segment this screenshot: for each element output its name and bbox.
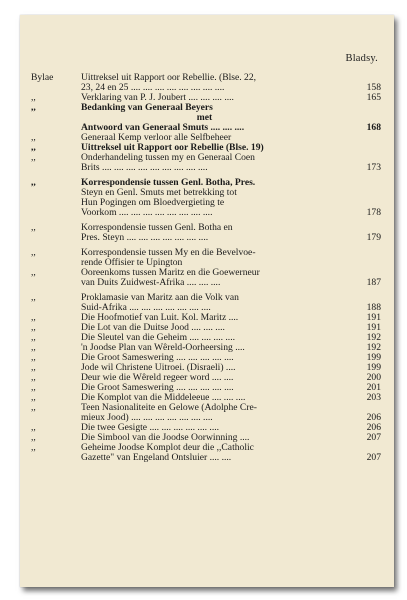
toc-page-number: 207: [366, 432, 381, 443]
toc-text: Ooreenkoms tussen Maritz en die Goewerneur: [81, 268, 260, 278]
toc-row: [20, 303, 394, 313]
document-page: [20, 15, 394, 587]
toc-page-number: 191: [366, 312, 381, 323]
toc-text: Uittreksel uit Rapport oor Rebellie. (Blse. 22,: [81, 73, 257, 83]
toc-text: Jode wil Christene Uitroei. (Disraeli) ....: [81, 363, 236, 373]
toc-text: Onderhandeling tussen my en Generaal Coen: [81, 153, 255, 163]
toc-row: [20, 363, 394, 373]
toc-label: ,,: [31, 422, 36, 433]
toc-page-number: 192: [366, 342, 381, 353]
toc-text: Korrespondensie tussen Genl. Botha, Pres.: [81, 178, 256, 188]
toc-row: [20, 93, 394, 103]
toc-text: 'n Joodse Plan van Wêreld-Oorheersing ....: [81, 343, 245, 353]
toc-text: Die Groot Sameswering .... .... .... .... ....: [81, 383, 234, 393]
toc-label: ,,: [31, 432, 36, 443]
toc-text: Deur wie die Wêreld regeer word .... ....: [81, 373, 234, 383]
toc-text: rende Offisier te Upington: [81, 258, 183, 268]
toc-row: [20, 383, 394, 393]
toc-text: Die twee Gesigte .... .... .... .... .... ....: [81, 423, 220, 433]
toc-page-number: 158: [366, 82, 381, 93]
toc-page-number: 178: [366, 207, 381, 218]
toc-page-number: 201: [366, 382, 381, 393]
toc-label: ,,: [31, 352, 36, 363]
toc-text: mieux Jood) .... .... .... .... .... .... ....: [81, 413, 213, 423]
toc-label: ,,: [31, 132, 36, 143]
toc-row: [20, 208, 394, 218]
toc-label: ,,: [31, 142, 36, 153]
toc-row: [20, 353, 394, 363]
toc-page-number: 200: [366, 372, 381, 383]
toc-label: ,,: [31, 382, 36, 393]
toc-row: [20, 403, 394, 413]
toc-page-number: 187: [366, 277, 381, 288]
toc-text: 23, 24 en 25 .... .... .... .... .... .... .... ....: [81, 83, 225, 93]
toc-label: ,,: [31, 92, 36, 103]
page-column-header: Bladsy.: [345, 53, 378, 64]
toc-text: Die Simbool van die Joodse Oorwinning ....: [81, 433, 250, 443]
toc-row: [20, 83, 394, 93]
toc-row: [20, 163, 394, 173]
toc-text: Korrespondensie tussen Genl. Botha en: [81, 223, 233, 233]
toc-page-number: 192: [366, 332, 381, 343]
toc-row: [20, 113, 394, 123]
toc-row: [20, 333, 394, 343]
toc-label: ,,: [31, 102, 36, 113]
toc-label: ,,: [31, 312, 36, 323]
toc-page-number: 199: [366, 352, 381, 363]
toc-text: Steyn en Genl. Smuts met betrekking tot: [81, 188, 237, 198]
toc-text: Geheime Joodse Komplot deur die ,,Catholic: [81, 443, 254, 453]
toc-row: [20, 233, 394, 243]
toc-row: [20, 143, 394, 153]
toc-label: ,,: [31, 392, 36, 403]
toc-row: [20, 433, 394, 443]
toc-text: Korrespondensie tussen My en die Bevelvoe-: [81, 248, 256, 258]
toc-text: Hun Pogingen om Bloedvergieting te: [81, 198, 225, 208]
toc-row: [20, 423, 394, 433]
toc-row: [20, 123, 394, 133]
toc-label: ,,: [31, 442, 36, 453]
toc-text: Verklaring van P. J. Joubert .... .... .... ....: [81, 93, 234, 103]
toc-page-number: 203: [366, 392, 381, 403]
toc-page-number: 206: [366, 422, 381, 433]
toc-text: Proklamasie van Maritz aan die Volk van: [81, 293, 239, 303]
table-of-contents: [20, 73, 394, 463]
toc-text: Die Hoofmotief van Luit. Kol. Maritz ....: [81, 313, 239, 323]
toc-label: ,,: [31, 152, 36, 163]
toc-text: Die Komplot van die Middeleeue .... .... ....: [81, 393, 246, 403]
toc-page-number: 168: [366, 122, 381, 133]
toc-page-number: 179: [366, 232, 381, 243]
toc-label: ,,: [31, 247, 36, 258]
toc-text: Generaal Kemp verloor alle Selfbeheer: [81, 133, 232, 143]
toc-label: ,,: [31, 402, 36, 413]
toc-row: [20, 443, 394, 453]
toc-text: Suid-Afrika .... .... .... .... .... .... ....: [81, 303, 211, 313]
toc-row: [20, 343, 394, 353]
toc-page-number: 188: [366, 302, 381, 313]
toc-text: Brits .... .... .... .... .... .... .... .... ....: [81, 163, 208, 173]
toc-page-number: 206: [366, 412, 381, 423]
toc-text: Gazette" van Engeland Ontsluier .... ....: [81, 453, 232, 463]
toc-row: [20, 313, 394, 323]
toc-label: ,,: [31, 292, 36, 303]
toc-page-number: 207: [366, 452, 381, 463]
toc-row: [20, 258, 394, 268]
toc-text: Antwoord van Generaal Smuts .... .... ....: [81, 123, 245, 133]
toc-row: [20, 413, 394, 423]
toc-row: [20, 133, 394, 143]
toc-text: Die Sleutel van die Geheim .... .... .... ....: [81, 333, 236, 343]
toc-page-number: 191: [366, 322, 381, 333]
toc-row: [20, 153, 394, 163]
toc-row: [20, 103, 394, 113]
toc-row: [20, 73, 394, 83]
toc-row: [20, 278, 394, 288]
toc-row: [20, 178, 394, 188]
toc-text: Die Lot van die Duitse Jood .... .... ....: [81, 323, 225, 333]
toc-page-number: 173: [366, 162, 381, 173]
toc-text: met: [196, 113, 213, 123]
toc-row: [20, 223, 394, 233]
toc-label: ,,: [31, 177, 36, 188]
toc-text: Uittreksel uit Rapport oor Rebellie (Blse. 19): [81, 143, 264, 153]
toc-text: Teen Nasionaliteite en Gelowe (Adolphe Cre-: [81, 403, 257, 413]
toc-text: van Duits Zuidwest-Afrika .... .... ....: [81, 278, 221, 288]
toc-row: [20, 268, 394, 278]
toc-row: [20, 188, 394, 198]
toc-label: ,,: [31, 372, 36, 383]
toc-label: Bylae: [31, 72, 54, 83]
toc-label: ,,: [31, 332, 36, 343]
toc-text: Bedanking van Generaal Beyers: [81, 103, 213, 113]
toc-text: Pres. Steyn .... .... .... .... .... .... ....: [81, 233, 209, 243]
toc-row: [20, 323, 394, 333]
toc-row: [20, 453, 394, 463]
toc-text: Voorkom .... .... .... .... .... .... .... ....: [81, 208, 213, 218]
toc-label: ,,: [31, 222, 36, 233]
toc-page-number: 199: [366, 362, 381, 373]
toc-row: [20, 293, 394, 303]
toc-label: ,,: [31, 342, 36, 353]
toc-label: ,,: [31, 322, 36, 333]
toc-label: ,,: [31, 362, 36, 373]
toc-text: Die Groot Sameswering .... .... .... .... ....: [81, 353, 234, 363]
toc-label: ,,: [31, 267, 36, 278]
toc-page-number: 165: [366, 92, 381, 103]
toc-row: [20, 248, 394, 258]
toc-row: [20, 373, 394, 383]
toc-row: [20, 198, 394, 208]
toc-row: [20, 393, 394, 403]
